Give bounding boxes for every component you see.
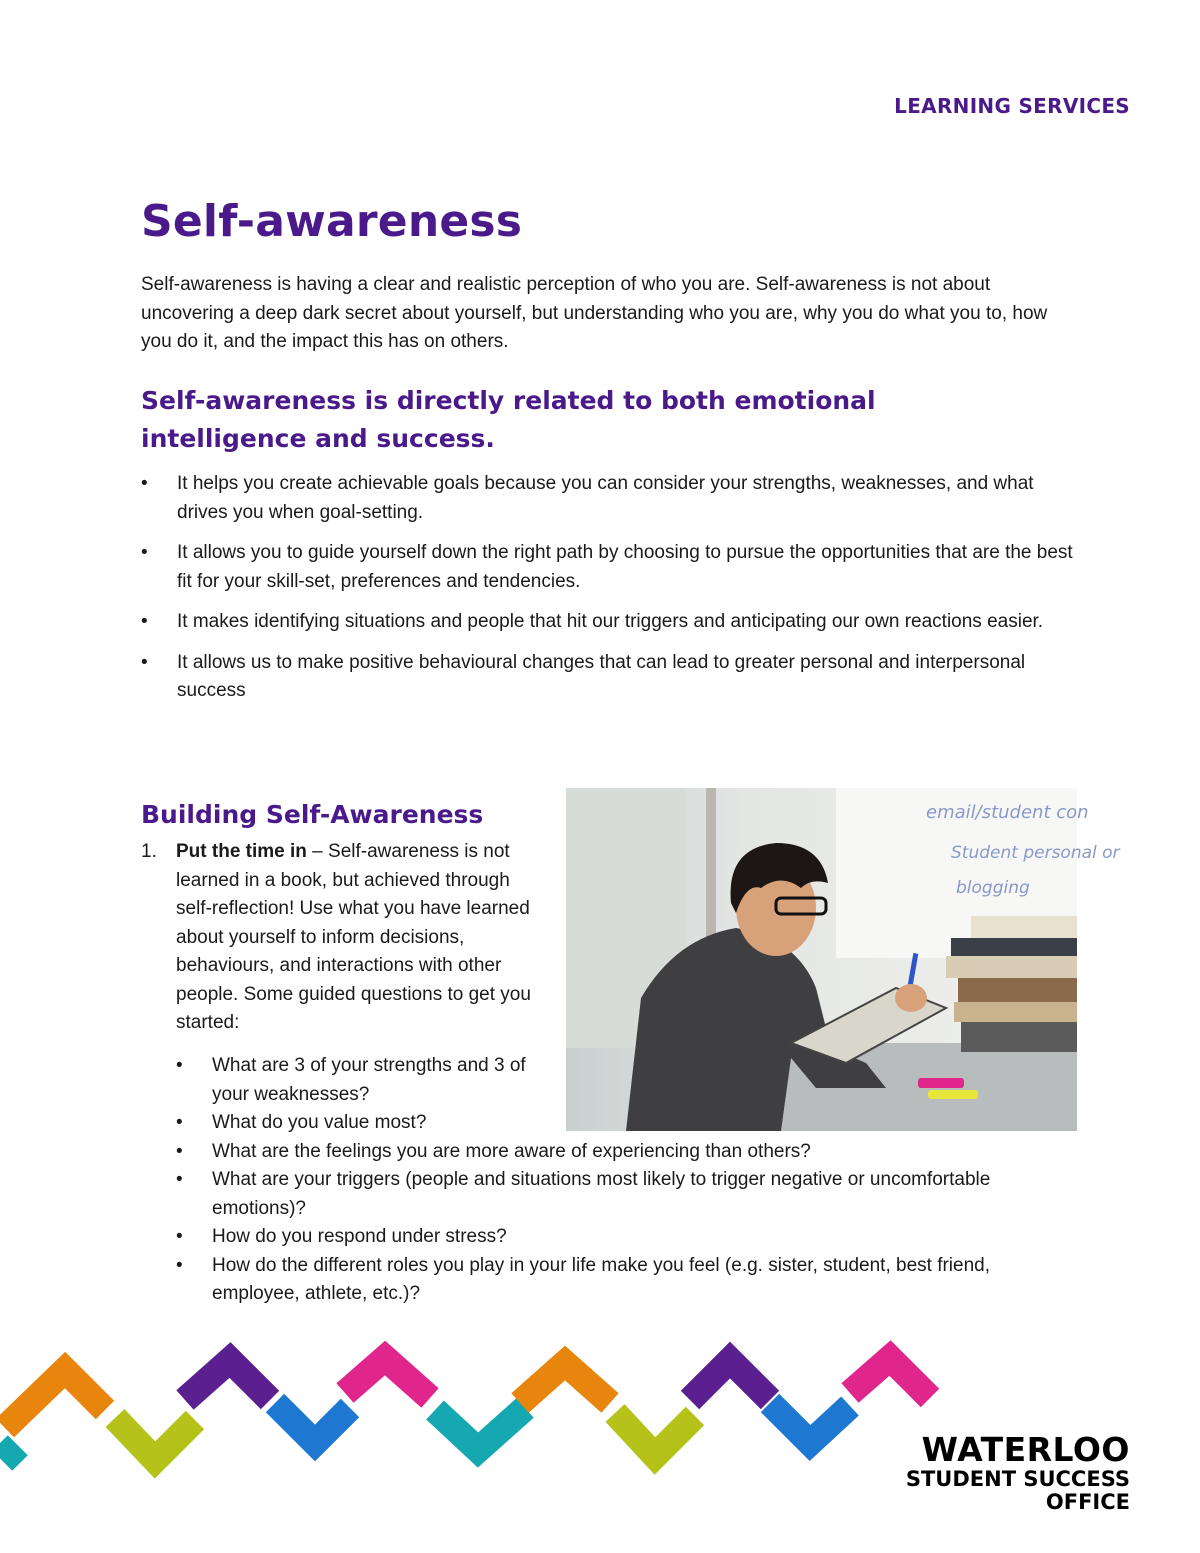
book (951, 938, 1077, 956)
highlighter-pink (918, 1078, 964, 1088)
zigzag-segment (520, 1363, 610, 1403)
logo-line-student-success: STUDENT SUCCESS (905, 1467, 1130, 1491)
zigzag-segment (275, 1403, 350, 1443)
logo-line-office: OFFICE (1045, 1490, 1130, 1514)
hand (895, 984, 927, 1012)
waterloo-logo (906, 1432, 1130, 1514)
whiteboard-text: email/student con (926, 802, 1089, 823)
list-item: • It allows you to guide yourself down the right path by choosing to pursue the opportunities that are the best fit for your skill-set, preferences and tendencies. (141, 539, 1081, 596)
page-title: Self-awareness (141, 196, 523, 247)
zigzag-segment (850, 1358, 930, 1398)
zigzag-segment (770, 1403, 850, 1443)
section-heading: Self-awareness is directly related to both emotional intelligence and success. (141, 386, 876, 453)
step-body (176, 838, 541, 1038)
list-item: • It makes identifying situations and people that hit our triggers and anticipating our own reactions easier. (141, 608, 1081, 637)
intro-paragraph: Self-awareness is having a clear and realistic perception of who you are. Self-awareness is not about uncovering a deep dark secret about yourself, but understanding who you are, why you do what you to, how you do it, and the impact this has on others. (141, 274, 1048, 352)
zigzag-segment (615, 1413, 695, 1456)
zigzag-segment (435, 1408, 525, 1450)
list-item: • What are the feelings you are more aware of experiencing than others? (176, 1138, 1056, 1167)
whiteboard-text: Student personal or (951, 843, 1120, 863)
step-title: Put the time in (176, 841, 307, 862)
whiteboard-text: blogging (956, 878, 1030, 898)
list-item: • It helps you create achievable goals because you can consider your strengths, weaknesses, and what drives you when goal-setting. (141, 470, 1081, 527)
logo-line-waterloo: WATERLOO (921, 1430, 1130, 1469)
header-label: LEARNING SERVICES (894, 94, 1130, 118)
highlighter-yellow (928, 1090, 978, 1099)
book (961, 1022, 1077, 1052)
zigzag-segment (345, 1358, 430, 1398)
book (946, 956, 1077, 978)
list-item: • What are your triggers (people and situations most likely to trigger negative or uncomfortable emotions)? (176, 1166, 1056, 1223)
book (954, 1002, 1077, 1022)
decorative-zigzag (0, 1348, 950, 1488)
building-heading: Building Self-Awareness (141, 800, 484, 829)
list-item: • How do the different roles you play in your life make you feel (e.g. sister, student, best friend, employee, athlete, etc.)? (176, 1252, 1056, 1309)
step-number: 1. (141, 841, 157, 862)
book (958, 978, 1077, 1002)
list-item: • What do you value most? (176, 1109, 1056, 1138)
zigzag-segment (690, 1360, 770, 1400)
book (971, 916, 1077, 938)
zigzag-segment (0, 1443, 20, 1463)
zigzag-segment (115, 1418, 195, 1460)
list-item: • What are 3 of your strengths and 3 of your weaknesses? (176, 1052, 552, 1109)
zigzag-segment (5, 1370, 105, 1428)
zigzag-segment (185, 1360, 270, 1400)
step-one (141, 838, 541, 1038)
step-text: – Self-awareness is not learned in a book, but achieved through self-reflection! Use what you have learned about yourself to inform decisions, behaviours, and interactions with other people. Some guided questions to get you started: (176, 841, 531, 1033)
list-item: • It allows us to make positive behavioural changes that can lead to greater personal and interpersonal success (141, 649, 1081, 706)
benefits-list (141, 470, 1081, 718)
student-photo (566, 788, 1120, 1131)
list-item: • How do you respond under stress? (176, 1223, 1056, 1252)
